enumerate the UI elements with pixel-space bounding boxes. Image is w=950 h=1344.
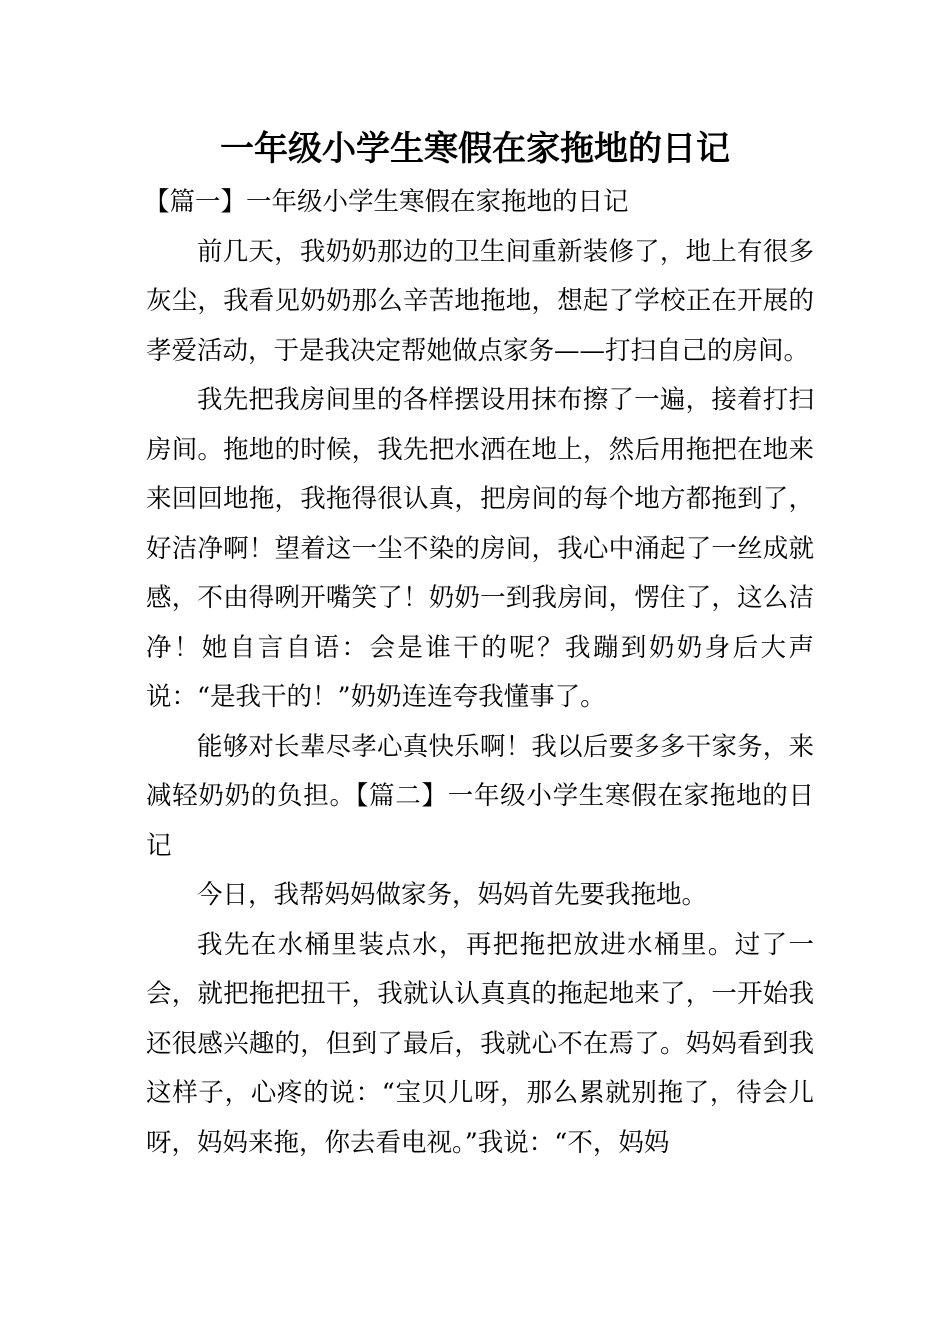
paragraph: 我先在水桶里装点水，再把拖把放进水桶里。过了一会，就把拖把扭干，我就认认真真的拖起地来了，一开始我还很感兴趣的，但到了最后，我就心不在焉了。妈妈看到我这样子，心疼的说：“宝贝儿呀，那么累就别拖了，待会儿呀，妈妈来拖，你去看电视。”我说：“不，妈妈 [146,929,814,1158]
paragraph: 能够对长辈尽孝心真快乐啊！我以后要多多干家务，来减轻奶奶的负担。【篇二】一年级小学生寒假在家拖地的日记 [146,731,814,861]
document-body [146,178,814,1168]
paragraph: 我先把我房间里的各样摆设用抹布擦了一遍，接着打扫房间。拖地的时候，我先把水洒在地上，然后用拖把在地来来回回地拖，我拖得很认真，把房间的每个地方都拖到了，好洁净啊！望着这一尘不染的房间，我心中涌起了一丝成就感，不由得咧开嘴笑了！奶奶一到我房间，愣住了，这么洁净！她自言自语：会是谁干的呢？我蹦到奶奶身后大声说：“是我干的！”奶奶连连夸我懂事了。 [146,385,814,712]
document-title: 一年级小学生寒假在家拖地的日记 [220,129,730,169]
paragraph: 前几天，我奶奶那边的卫生间重新装修了，地上有很多灰尘，我看见奶奶那么辛苦地拖地，想起了学校正在开展的孝爱活动，于是我决定帮她做点家务——打扫自己的房间。 [146,236,814,366]
paragraph: 今日，我帮妈妈做家务，妈妈首先要我拖地。 [197,880,708,910]
section-heading: 【篇一】一年级小学生寒假在家拖地的日记 [144,187,629,217]
